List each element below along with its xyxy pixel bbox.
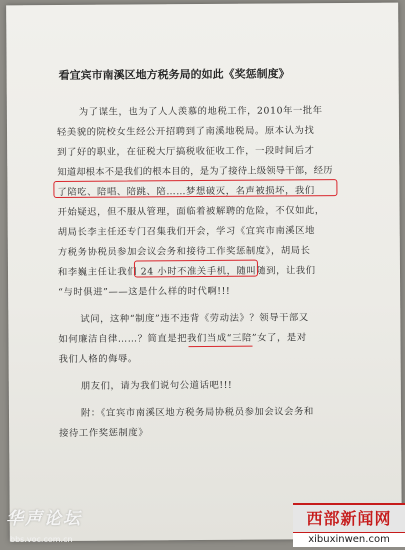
paragraph-line: 如何廉洁自律……？简直是把我们当成“三陪”女了，是对 bbox=[58, 332, 307, 346]
forum-watermark-url: bbs.voc.com.cn bbox=[10, 535, 73, 544]
paragraph-line: 胡局长李主任还专门召集我们开会，学习《宜宾市南溪区地 bbox=[57, 225, 316, 239]
paragraph-line: 附：《宜宾市南溪区地方税务局协税员参加会议会务和 bbox=[80, 406, 314, 419]
site-logo-url: xibuxinwen.com bbox=[293, 533, 405, 547]
paragraph-line: 试问，这种“制度”违不违背《劳动法》？领导干部又 bbox=[80, 312, 309, 325]
site-logo-name: 西部新闻网 bbox=[306, 509, 392, 528]
site-logo bbox=[293, 503, 405, 534]
paragraph-line: 到了好的职业，在征税大厅搞税收征收工作，一段时间后才 bbox=[57, 145, 315, 159]
paragraph-line: 和李巍主任让我们 24 小时不准关手机，随叫随到，让我们 bbox=[57, 265, 316, 279]
paragraph-line: 接待工作奖惩制度》 bbox=[59, 427, 149, 440]
paragraph-line: 开始疑迟，但不服从管理，面临着被解聘的危险，不仅如此， bbox=[57, 205, 325, 219]
highlight-box-accompany bbox=[53, 179, 337, 198]
paragraph-line: 知道却根本不是我们的根本目的，是为了接待上级领导干部，经历 bbox=[57, 165, 333, 179]
document-page bbox=[6, 3, 402, 542]
paragraph-line: 了陪吃、陪唱、陪跳、陪……梦想破灭，名声被损坏，我们 bbox=[57, 185, 315, 199]
paragraph-line: 方税务协税员参加会议会务和接待工作奖惩制度》，胡局长 bbox=[57, 245, 311, 259]
highlight-underline bbox=[189, 346, 253, 347]
forum-watermark: 华声论坛 bbox=[6, 509, 82, 529]
paragraph-line: 轻美貌的院校女生经公开招聘到了南溪地税局。原本认为找 bbox=[56, 125, 315, 139]
paragraph-line: 朋友们，请为我们说句公道话吧!!! bbox=[80, 379, 233, 392]
paragraph-line: “与时俱进”——这是什么样的时代啊!!! bbox=[58, 285, 231, 299]
highlight-box-phone bbox=[134, 260, 258, 278]
document-title: 看宜宾市南溪区地方税务局的如此《奖惩制度》 bbox=[58, 67, 290, 83]
paragraph-line: 我们人格的侮辱。 bbox=[58, 353, 138, 366]
paragraph-line: 为了谋生，也为了人人羡慕的地税工作，2010年一批年 bbox=[78, 105, 323, 118]
